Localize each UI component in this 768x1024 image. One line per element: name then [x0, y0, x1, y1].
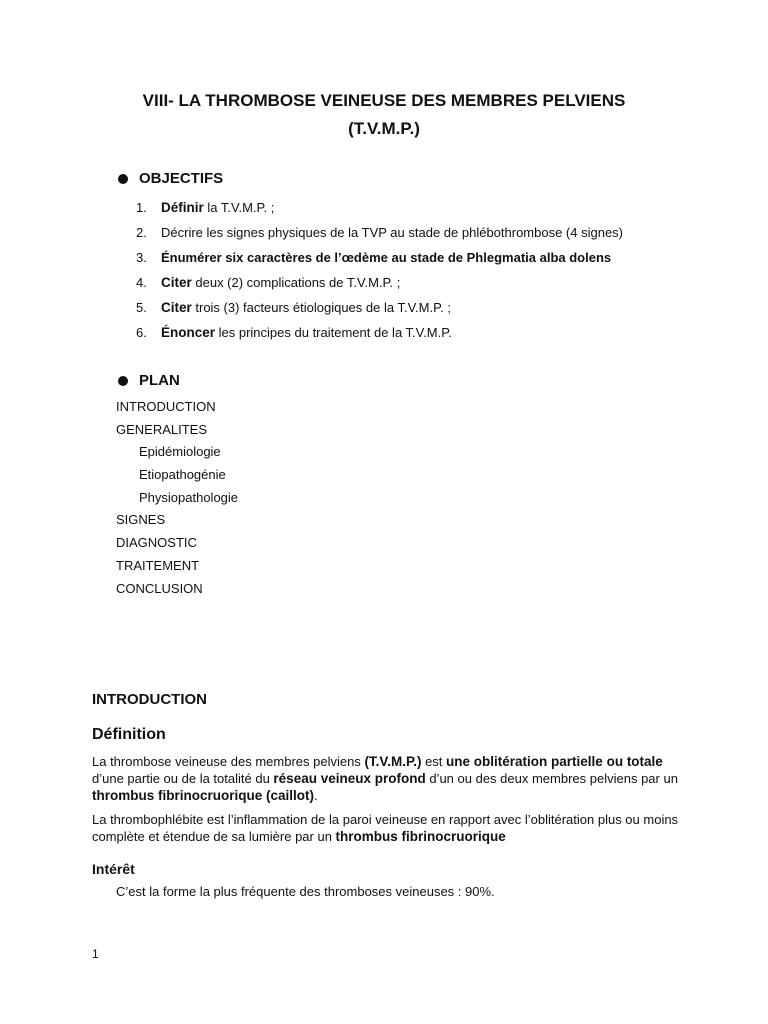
thrombophlebite-paragraph: La thrombophlébite est l’inflammation de la paroi veineuse en rapport avec l’oblitération plus ou moins complète et étendue de sa lumière par un thrombus fibrinocruorique: [92, 812, 679, 844]
objectif-item: [136, 295, 623, 320]
introduction-heading: INTRODUCTION: [92, 691, 207, 708]
objectif-text: deux (2) complications de T.V.M.P. ;: [191, 275, 401, 290]
objectif-item: [136, 245, 623, 270]
objectif-text: Décrire les signes physiques de la TVP au stade de phlébothrombose (4 signes): [161, 225, 624, 240]
plan-item: CONCLUSION: [116, 580, 203, 596]
objectif-number: 4.: [136, 275, 147, 290]
bullet-icon: [118, 376, 128, 386]
plan-item: GENERALITES: [116, 421, 208, 437]
plan-item: SIGNES: [116, 512, 166, 528]
document-title: VIII- LA THROMBOSE VEINEUSE DES MEMBRES PELVIENS: [142, 91, 626, 110]
objectif-number: 2.: [136, 225, 147, 240]
document-title-abbrev: (T.V.M.P.): [348, 119, 420, 138]
plan-list: [116, 396, 238, 600]
plan-item: INTRODUCTION: [116, 399, 216, 414]
objectif-verb: Définir: [161, 200, 204, 215]
objectifs-heading-text: OBJECTIFS: [139, 170, 224, 187]
objectif-text: Énumérer six caractères de l’œdème au stade de Phlegmatia alba dolens: [161, 250, 612, 265]
objectif-item: [136, 220, 623, 245]
definition-paragraph: La thrombose veineuse des membres pelviens (T.V.M.P.) est une oblitération partielle ou totale d’une partie ou de la totalité du réseau veineux profond d’un ou des deux membres pelviens par un thrombus fibrinocruorique (caillot).: [92, 754, 678, 803]
objectif-item: [136, 270, 623, 295]
objectif-number: 6.: [136, 325, 147, 340]
plan-subitem: Epidémiologie: [139, 444, 221, 460]
objectifs-list: [136, 195, 623, 345]
objectif-item: [136, 195, 623, 220]
bullet-icon: [118, 174, 128, 184]
objectif-number: 1.: [136, 200, 147, 215]
objectif-number: 5.: [136, 300, 147, 315]
objectif-verb: Citer: [161, 300, 192, 315]
objectif-verb: Énoncer: [161, 325, 216, 340]
plan-item: TRAITEMENT: [116, 557, 200, 573]
objectif-text: trois (3) facteurs étiologiques de la T.V.M.P. ;: [191, 300, 451, 315]
objectif-item: [136, 320, 623, 345]
objectif-text: les principes du traitement de la T.V.M.P.: [215, 325, 452, 340]
plan-heading: [118, 372, 180, 389]
plan-subitem: Etiopathogénie: [139, 467, 226, 483]
page-number: 1: [92, 947, 99, 961]
plan-heading-text: PLAN: [139, 372, 180, 389]
objectifs-heading: [118, 170, 223, 187]
plan-subitem: Physiopathologie: [139, 489, 239, 505]
definition-heading: Définition: [92, 726, 166, 743]
objectif-number: 3.: [136, 250, 147, 265]
interet-heading: Intérêt: [92, 861, 135, 877]
plan-item: DIAGNOSTIC: [116, 535, 197, 551]
interet-text: C’est la forme la plus fréquente des thromboses veineuses : 90%.: [116, 884, 495, 899]
objectif-verb: Citer: [161, 275, 192, 290]
objectif-text: la T.V.M.P. ;: [203, 200, 275, 215]
